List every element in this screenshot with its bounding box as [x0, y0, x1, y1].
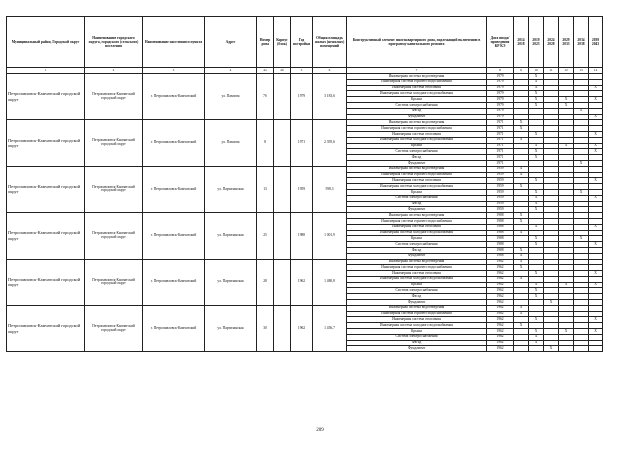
column-number-cell: 2	[85, 68, 143, 74]
element-date-cell: 1962	[487, 294, 514, 300]
house-number-cell: 8	[257, 120, 274, 166]
house-locality-cell: г. Петропавловск-Камчатский	[143, 259, 205, 305]
period-mark-cell: X	[529, 242, 544, 248]
element-date-cell: 1988	[487, 218, 514, 224]
house-street-cell: ул. Павлова	[205, 74, 257, 120]
element-name-cell: Фундамент	[347, 346, 487, 352]
repair-program-table	[6, 16, 603, 352]
element-name-cell: Инженерная система холодного водоснабжения	[347, 230, 487, 236]
column-number-cell: 3	[143, 68, 205, 74]
period-mark-cell: X	[529, 149, 544, 155]
element-date-cell: 1959	[487, 184, 514, 190]
house-locality-cell: г. Петропавловск-Камчатский	[143, 213, 205, 259]
element-date-cell: 1988	[487, 230, 514, 236]
column-number-cell: 5	[291, 68, 313, 74]
element-name-cell: Система электроснабжения	[347, 288, 487, 294]
period-mark-cell: X	[544, 300, 559, 306]
period-mark-cell: X	[559, 329, 574, 335]
header-cell: Наименование городского округа, городского (сельского) поселения	[85, 17, 143, 68]
period-mark-cell: X	[559, 143, 574, 149]
period-mark-cell: X	[514, 311, 529, 317]
element-name-cell: Инженерная система водоотведения	[347, 120, 487, 126]
element-name-cell: Инженерная система отопления	[347, 178, 487, 184]
period-mark-cell: X	[559, 97, 574, 103]
element-name-cell: Фасад	[347, 247, 487, 253]
element-name-cell: Система электроснабжения	[347, 334, 487, 340]
period-mark-cell: X	[589, 195, 603, 201]
element-date-cell: 1962	[487, 317, 514, 323]
column-number-cell: 1	[7, 68, 85, 74]
period-mark-cell: X	[529, 143, 544, 149]
period-mark-cell: X	[529, 97, 544, 103]
column-number-cell: 9	[514, 68, 529, 74]
element-date-cell: 1959	[487, 178, 514, 184]
period-mark-cell: X	[589, 242, 603, 248]
period-mark-cell: X	[514, 137, 529, 143]
period-mark-cell: X	[529, 288, 544, 294]
element-date-cell: 1962	[487, 288, 514, 294]
period-mark-cell: X	[529, 189, 544, 195]
element-date-cell: 1959	[487, 207, 514, 213]
period-mark-cell: X	[589, 97, 603, 103]
element-name-cell: Инженерная система холодного водоснабжения	[347, 137, 487, 143]
period-mark-cell: X	[514, 253, 529, 259]
column-number-cell: 8	[487, 68, 514, 74]
column-number-cell: 7	[347, 68, 487, 74]
element-date-cell: 1962	[487, 334, 514, 340]
house-area-cell: 1 001,9	[313, 213, 347, 259]
period-mark-cell: X	[589, 143, 603, 149]
header-cell: 2039 2043	[589, 17, 603, 68]
element-date-cell: 1959	[487, 201, 514, 207]
period-mark-cell: X	[589, 329, 603, 335]
element-date-cell: 1962	[487, 340, 514, 346]
column-number-cell: 11	[544, 68, 559, 74]
column-number-cell: 4а	[257, 68, 274, 74]
element-date-cell: 1971	[487, 160, 514, 166]
house-district-cell: Петропавловск-Камчатский городской округ	[7, 259, 85, 305]
element-name-cell: Фасад	[347, 108, 487, 114]
element-date-cell: 1962	[487, 271, 514, 277]
header-cell: 2029 2033	[559, 17, 574, 68]
element-date-cell: 1971	[487, 143, 514, 149]
element-date-cell: 1959	[487, 166, 514, 172]
element-name-cell: Фасад	[347, 155, 487, 161]
period-mark-cell: X	[529, 282, 544, 288]
house-built-cell: 1959	[291, 166, 313, 212]
period-mark-cell: X	[514, 305, 529, 311]
element-name-cell: Фасад	[347, 340, 487, 346]
period-mark-cell: X	[529, 85, 544, 91]
house-built-cell: 1962	[291, 305, 313, 351]
element-date-cell: 1962	[487, 305, 514, 311]
period-mark-cell: X	[529, 91, 544, 97]
element-name-cell: Инженерная система горячего водоснабжения	[347, 79, 487, 85]
house-district-cell: Петропавловск-Камчатский городской округ	[7, 305, 85, 351]
period-mark-cell: X	[589, 149, 603, 155]
header-cell: Общая площадь жилых (нежилых) помещений	[313, 17, 347, 68]
period-mark-cell: X	[589, 224, 603, 230]
column-number-cell: 14	[589, 68, 603, 74]
column-number-cell: 4	[205, 68, 257, 74]
page-number: 209	[316, 428, 324, 433]
element-name-cell: Инженерная система холодного водоснабжения	[347, 323, 487, 329]
house-street-cell: ул. Партизанская	[205, 166, 257, 212]
house-area-cell: 2 395,6	[313, 120, 347, 166]
element-date-cell: 1979	[487, 108, 514, 114]
period-mark-cell: X	[514, 323, 529, 329]
element-date-cell: 1979	[487, 97, 514, 103]
element-date-cell: 1979	[487, 85, 514, 91]
house-number-cell: 13	[257, 166, 274, 212]
house-street-cell: ул. Партизанская	[205, 305, 257, 351]
period-mark-cell: X	[574, 160, 589, 166]
element-date-cell: 1988	[487, 242, 514, 248]
column-number-cell: 13	[574, 68, 589, 74]
house-locality-cell: г. Петропавловск-Камчатский	[143, 74, 205, 120]
period-mark-cell: X	[514, 166, 529, 172]
element-name-cell: Крыша	[347, 97, 487, 103]
element-date-cell: 1971	[487, 126, 514, 132]
house-block-cell	[274, 213, 291, 259]
element-name-cell: Инженерная система отопления	[347, 85, 487, 91]
element-name-cell: Инженерная система холодного водоснабжения	[347, 276, 487, 282]
element-date-cell: 1971	[487, 131, 514, 137]
period-mark-cell: X	[514, 230, 529, 236]
period-mark-cell: X	[559, 282, 574, 288]
period-mark-cell: X	[589, 271, 603, 277]
element-name-cell: Инженерная система отопления	[347, 271, 487, 277]
header-cell: Конструктивный элемент многоквартирного дома, подлежащий включению в программу капитального ремонта	[347, 17, 487, 68]
element-name-cell: Инженерная система горячего водоснабжения	[347, 126, 487, 132]
house-number-cell: 30	[257, 305, 274, 351]
house-number-cell: 28	[257, 259, 274, 305]
house-district-cell: Петропавловск-Камчатский городской округ	[7, 120, 85, 166]
element-date-cell: 1988	[487, 224, 514, 230]
house-district-cell: Петропавловск-Камчатский городской округ	[7, 74, 85, 120]
period-mark-cell: X	[529, 294, 544, 300]
element-name-cell: Инженерная система горячего водоснабжения	[347, 265, 487, 271]
element-date-cell: 1959	[487, 195, 514, 201]
house-built-cell: 1979	[291, 74, 313, 120]
header-cell: Номер дома	[257, 17, 274, 68]
house-street-cell: ул. Партизанская	[205, 259, 257, 305]
element-name-cell: Инженерная система холодного водоснабжения	[347, 184, 487, 190]
period-mark-cell: X	[529, 329, 544, 335]
element-date-cell: 1979	[487, 74, 514, 80]
period-mark-cell: X	[589, 85, 603, 91]
house-block-cell	[274, 166, 291, 212]
element-name-cell: Система электроснабжения	[347, 102, 487, 108]
house-area-cell: 598,3	[313, 166, 347, 212]
period-mark-cell: X	[514, 265, 529, 271]
header-cell: Дата ввода/ проведения КР КЭ	[487, 17, 514, 68]
house-settlement-cell: Петропавловск-Камчатский городской округ	[85, 213, 143, 259]
element-name-cell: Фундамент	[347, 253, 487, 259]
period-mark-cell	[529, 346, 544, 352]
element-name-cell: Инженерная система горячего водоснабжения	[347, 311, 487, 317]
column-number-cell: 4б	[274, 68, 291, 74]
element-date-cell: 1962	[487, 282, 514, 288]
period-mark-cell: X	[529, 317, 544, 323]
column-number-cell: 6	[313, 68, 347, 74]
element-name-cell: Фасад	[347, 201, 487, 207]
element-date-cell: 1988	[487, 247, 514, 253]
element-date-cell: 1959	[487, 189, 514, 195]
house-built-cell: 1988	[291, 213, 313, 259]
house-area-cell: 1 456,7	[313, 305, 347, 351]
house-number-cell: 7б	[257, 74, 274, 120]
element-name-cell: Инженерная система холодного водоснабжения	[347, 91, 487, 97]
column-number-cell: 10	[529, 68, 544, 74]
house-block-cell	[274, 120, 291, 166]
column-number-cell: 12	[559, 68, 574, 74]
period-mark-cell: X	[529, 340, 544, 346]
period-mark-cell: X	[514, 184, 529, 190]
element-name-cell: Инженерная система водоотведения	[347, 305, 487, 311]
period-mark-cell: X	[574, 108, 589, 114]
house-block-cell	[274, 259, 291, 305]
element-name-cell: Инженерная система водоотведения	[347, 213, 487, 219]
element-date-cell: 1962	[487, 265, 514, 271]
house-block-cell	[274, 305, 291, 351]
period-mark-cell: X	[529, 79, 544, 85]
period-mark-cell: X	[529, 195, 544, 201]
house-settlement-cell: Петропавловск-Камчатский городской округ	[85, 259, 143, 305]
element-name-cell: Крыша	[347, 236, 487, 242]
period-mark-cell: X	[514, 172, 529, 178]
element-date-cell: 1988	[487, 213, 514, 219]
element-name-cell: Крыша	[347, 329, 487, 335]
element-date-cell: 1988	[487, 236, 514, 242]
element-date-cell: 1962	[487, 329, 514, 335]
house-settlement-cell: Петропавловск-Камчатский городской округ	[85, 305, 143, 351]
period-mark-cell: X	[589, 317, 603, 323]
house-settlement-cell: Петропавловск-Камчатский городской округ	[85, 120, 143, 166]
house-number-cell: 25	[257, 213, 274, 259]
element-name-cell: Крыша	[347, 189, 487, 195]
header-cell: 2024 2028	[544, 17, 559, 68]
house-settlement-cell: Петропавловск-Камчатский городской округ	[85, 166, 143, 212]
period-mark-cell: X	[529, 207, 544, 213]
element-name-cell: Инженерная система горячего водоснабжения	[347, 218, 487, 224]
element-date-cell: 1971	[487, 149, 514, 155]
element-name-cell: Инженерная система водоотведения	[347, 259, 487, 265]
house-block-cell	[274, 74, 291, 120]
element-name-cell: Система электроснабжения	[347, 149, 487, 155]
element-date-cell: 1959	[487, 172, 514, 178]
header-cell: Год постройки	[291, 17, 313, 68]
period-mark-cell: X	[529, 201, 544, 207]
header-cell: Корпус (блок)	[274, 17, 291, 68]
period-mark-cell: X	[589, 282, 603, 288]
element-name-cell: Фундамент	[347, 207, 487, 213]
house-settlement-cell: Петропавловск-Камчатский городской округ	[85, 74, 143, 120]
period-mark-cell: X	[589, 178, 603, 184]
header-cell: 2014 2018	[514, 17, 529, 68]
header-cell: Адрес	[205, 17, 257, 68]
period-mark-cell	[589, 346, 603, 352]
element-date-cell: 1971	[487, 155, 514, 161]
period-mark-cell: X	[529, 131, 544, 137]
period-mark-cell	[559, 346, 574, 352]
period-mark-cell: X	[514, 259, 529, 265]
period-mark-cell	[574, 346, 589, 352]
house-locality-cell: г. Петропавловск-Камчатский	[143, 166, 205, 212]
period-mark-cell: X	[529, 334, 544, 340]
period-mark-cell: X	[514, 276, 529, 282]
table-body	[7, 74, 603, 352]
period-mark-cell: X	[529, 74, 544, 80]
element-date-cell: 1988	[487, 253, 514, 259]
table-header-row	[7, 17, 603, 68]
house-locality-cell: г. Петропавловск-Камчатский	[143, 120, 205, 166]
element-date-cell: 1971	[487, 120, 514, 126]
period-mark-cell: X	[529, 236, 544, 242]
header-cell: 2019 2023	[529, 17, 544, 68]
element-name-cell: Фундамент	[347, 300, 487, 306]
header-cell: 2034 2038	[574, 17, 589, 68]
element-date-cell: 1962	[487, 346, 514, 352]
element-date-cell: 1971	[487, 137, 514, 143]
element-name-cell: Крыша	[347, 282, 487, 288]
house-built-cell: 1962	[291, 259, 313, 305]
element-name-cell: Система электроснабжения	[347, 195, 487, 201]
period-mark-cell: X	[529, 102, 544, 108]
house-street-cell: ул. Партизанская	[205, 213, 257, 259]
house-area-cell: 3 183,6	[313, 74, 347, 120]
period-mark-cell: X	[529, 178, 544, 184]
element-date-cell: 1979	[487, 79, 514, 85]
period-mark-cell: X	[514, 120, 529, 126]
period-mark-cell: X	[529, 155, 544, 161]
house-street-cell: ул. Павлова	[205, 120, 257, 166]
element-name-cell: Инженерная система водоотведения	[347, 166, 487, 172]
header-cell: Муниципальный район, Городской округ	[7, 17, 85, 68]
element-date-cell: 1962	[487, 311, 514, 317]
element-name-cell: Инженерная система водоотведения	[347, 74, 487, 80]
period-mark-cell: X	[529, 271, 544, 277]
element-date-cell: 1979	[487, 102, 514, 108]
house-area-cell: 1 480,8	[313, 259, 347, 305]
period-mark-cell: X	[514, 213, 529, 219]
period-mark-cell: X	[529, 224, 544, 230]
period-mark-cell: X	[559, 102, 574, 108]
element-name-cell: Инженерная система отопления	[347, 224, 487, 230]
element-date-cell: 1962	[487, 323, 514, 329]
element-date-cell: 1962	[487, 300, 514, 306]
period-mark-cell: X	[514, 126, 529, 132]
period-mark-cell: X	[574, 189, 589, 195]
element-name-cell: Инженерная система отопления	[347, 131, 487, 137]
period-mark-cell: X	[544, 346, 559, 352]
element-date-cell: 1962	[487, 276, 514, 282]
element-name-cell: Фундамент	[347, 160, 487, 166]
element-date-cell: 1979	[487, 91, 514, 97]
element-name-cell: Крыша	[347, 143, 487, 149]
element-name-cell: Инженерная система горячего водоснабжения	[347, 172, 487, 178]
element-name-cell: Фундамент	[347, 114, 487, 120]
element-date-cell: 1962	[487, 259, 514, 265]
period-mark-cell: X	[514, 218, 529, 224]
period-mark-cell	[514, 346, 529, 352]
house-built-cell: 1971	[291, 120, 313, 166]
element-name-cell: Система электроснабжения	[347, 242, 487, 248]
house-district-cell: Петропавловск-Камчатский городской округ	[7, 213, 85, 259]
element-name-cell: Фасад	[347, 294, 487, 300]
period-mark-cell: X	[514, 247, 529, 253]
period-mark-cell: X	[589, 114, 603, 120]
header-cell: Наименование населенного пункта	[143, 17, 205, 68]
period-mark-cell: X	[589, 131, 603, 137]
element-name-cell: Инженерная система отопления	[347, 317, 487, 323]
house-district-cell: Петропавловск-Камчатский городской округ	[7, 166, 85, 212]
house-locality-cell: г. Петропавловск-Камчатский	[143, 305, 205, 351]
period-mark-cell: X	[574, 236, 589, 242]
element-date-cell: 1979	[487, 114, 514, 120]
